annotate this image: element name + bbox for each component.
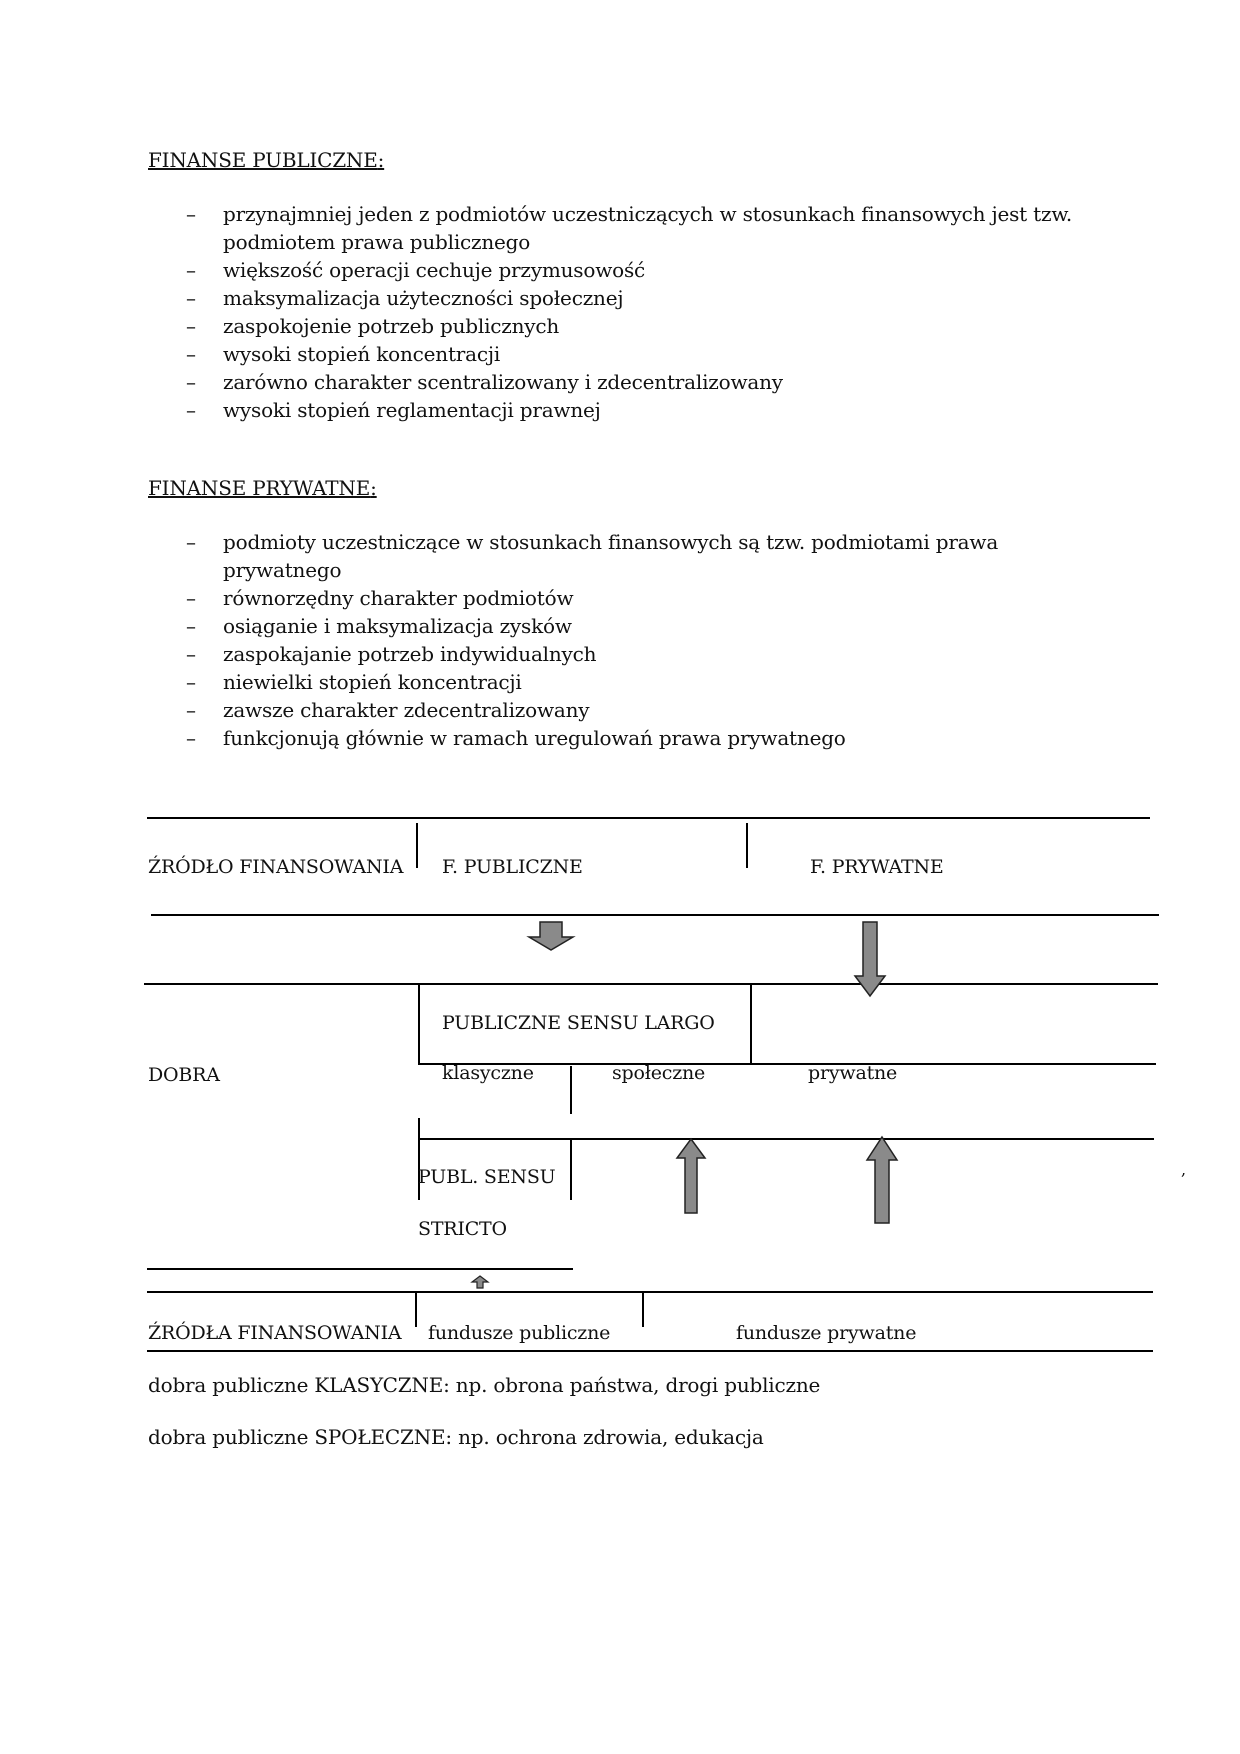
list-item: – równorzędny charakter podmiotów [186,586,574,610]
list-item: – zarówno charakter scentralizowany i zdecentralizowany [186,370,783,394]
diagram-line [151,914,1159,916]
public-finance-heading: FINANSE PUBLICZNE: [148,148,385,172]
list-item: – zaspokojenie potrzeb publicznych [186,314,560,338]
private-goods-label: prywatne [808,1062,898,1084]
public-finance-heading-text: FINANSE PUBLICZNE [148,148,378,172]
up-arrow-icon [676,1138,706,1214]
public-funds-label: fundusze publiczne [428,1322,611,1344]
diagram-divider [746,823,748,868]
diagram-line [418,1138,1154,1140]
diagram-line [147,1350,1153,1352]
list-item: – podmioty uczestniczące w stosunkach finansowych są tzw. podmiotami prawa prywatnego [186,530,999,582]
public-sensu-label: PUBL. SENSU [418,1166,556,1188]
list-item: – wysoki stopień koncentracji [186,342,501,366]
diagram-line [144,983,1158,985]
up-arrow-icon [471,1275,489,1289]
funding-source-label: ŹRÓDŁO FINANSOWANIA [148,856,404,878]
list-item: – zaspokajanie potrzeb indywidualnych [186,642,597,666]
diagram-line [147,1291,1153,1293]
diagram-divider [416,823,418,868]
stricto-label: STRICTO [418,1218,507,1240]
list-item: – większość operacji cechuje przymusowość [186,258,646,282]
down-arrow-icon [528,921,574,951]
note-social-goods: dobra publiczne SPOŁECZNE: np. ochrona zdrowia, edukacja [148,1425,764,1449]
public-finance-list [186,200,1086,424]
diagram-divider [570,1066,572,1114]
private-finance-heading-text: FINANSE PRYWATNE [148,476,371,500]
list-item: – przynajmniej jeden z podmiotów uczestniczących w stosunkach finansowych jest tzw. podmiotem prawa publicznego [186,202,1073,254]
classic-goods-label: klasyczne [442,1062,534,1084]
diagram-divider [418,985,420,1065]
up-arrow-icon [866,1136,898,1224]
public-sensu-largo-label: PUBLICZNE SENSU LARGO [442,1012,715,1034]
list-item: – zawsze charakter zdecentralizowany [186,698,590,722]
diagram-divider [570,1140,572,1200]
diagram-divider [415,1292,417,1327]
diagram-divider [642,1292,644,1327]
note-classic-goods: dobra publiczne KLASYCZNE: np. obrona państwa, drogi publiczne [148,1373,821,1397]
diagram-line [147,817,1150,819]
down-arrow-icon [854,921,886,997]
list-item: – osiąganie i maksymalizacja zysków [186,614,572,638]
private-finance-heading: FINANSE PRYWATNE: [148,476,377,500]
private-finance-list [186,528,1086,752]
list-item: – wysoki stopień reglamentacji prawnej [186,398,601,422]
diagram-line [147,1268,573,1270]
list-item: – maksymalizacja użyteczności społecznej [186,286,624,310]
list-item: – funkcjonują głównie w ramach uregulowań prawa prywatnego [186,726,846,750]
funding-sources-label: ŹRÓDŁA FINANSOWANIA [148,1322,402,1344]
social-goods-label: społeczne [612,1062,706,1084]
private-finance-label: F. PRYWATNE [810,856,944,878]
public-finance-label: F. PUBLICZNE [442,856,583,878]
list-item: – niewielki stopień koncentracji [186,670,522,694]
stray-mark: , [1181,1160,1186,1179]
goods-label: DOBRA [148,1064,220,1086]
private-funds-label: fundusze prywatne [736,1322,917,1344]
diagram-divider [750,985,752,1063]
